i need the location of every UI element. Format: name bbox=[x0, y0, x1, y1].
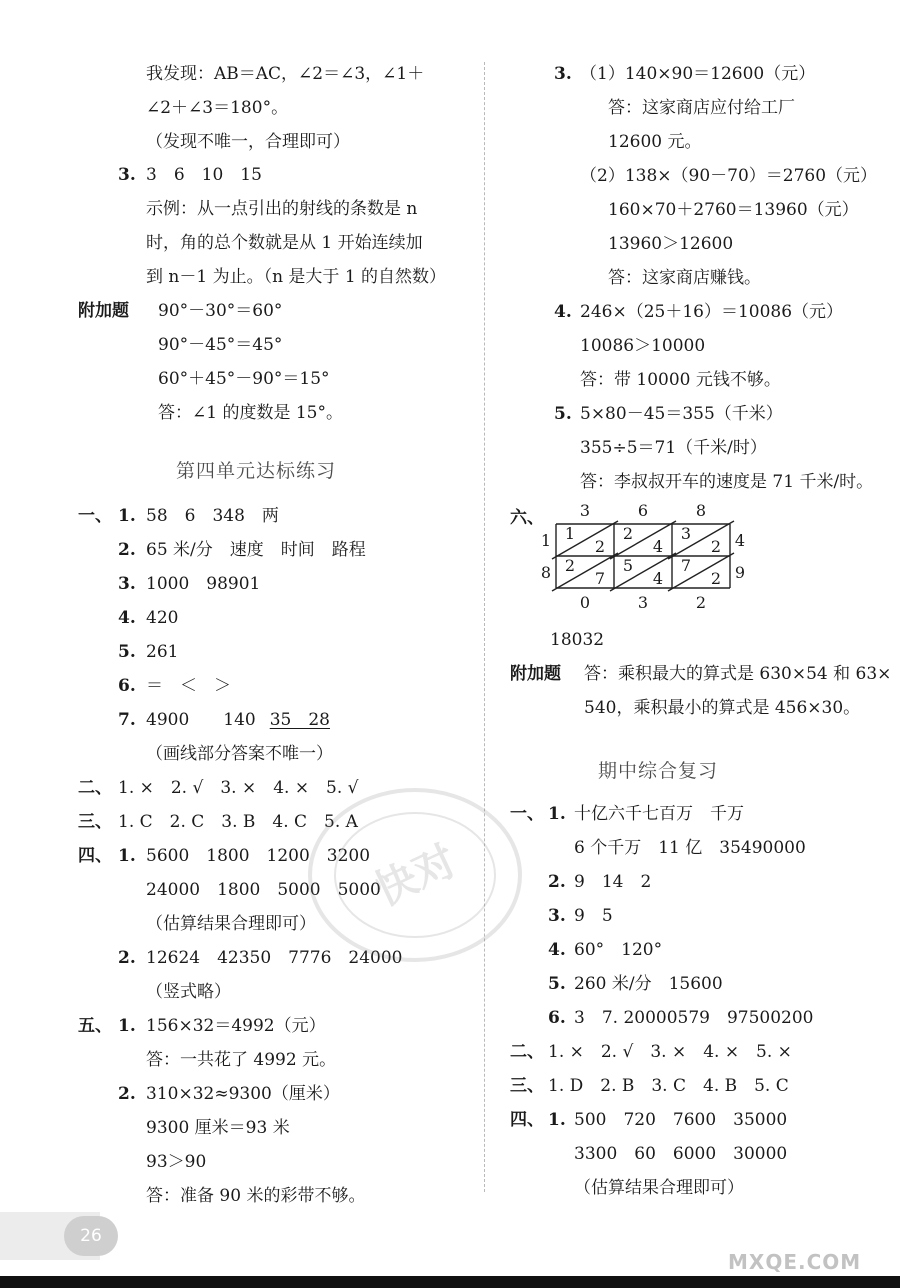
answer-line: 261 bbox=[146, 642, 179, 662]
answer-line: 答：∠1 的度数是 15°。 bbox=[158, 403, 343, 423]
grid-left-digit: 1 bbox=[540, 531, 552, 550]
grid-cell-ones: 4 bbox=[652, 537, 664, 556]
question-number: 3. bbox=[118, 165, 136, 185]
answer-line: 12600 元。 bbox=[608, 132, 702, 152]
grid-cell-tens: 2 bbox=[564, 556, 576, 575]
extra-question-label: 附加题 bbox=[510, 664, 561, 684]
section-label: 三、 bbox=[510, 1076, 544, 1096]
grid-line bbox=[552, 553, 618, 591]
section-title: 第四单元达标练习 bbox=[176, 460, 337, 482]
grid-bottom-digit: 0 bbox=[579, 593, 591, 610]
answer-line: 58 6 348 两 bbox=[146, 506, 279, 526]
answer-line: 93＞90 bbox=[146, 1152, 207, 1172]
answer-line: ∠2＋∠3＝180°。 bbox=[146, 98, 289, 118]
answer-text: 4900 140 bbox=[146, 710, 256, 730]
answer-line: 答：李叔叔开车的速度是 71 千米/时。 bbox=[580, 472, 874, 492]
watermark-url: MXQE.COM bbox=[728, 1250, 862, 1274]
answer-line: 答：这家商店应付给工厂 bbox=[608, 98, 795, 118]
bottom-bar bbox=[0, 1276, 900, 1288]
grid-top-digit: 3 bbox=[579, 501, 591, 520]
answer-line: 13960＞12600 bbox=[608, 234, 734, 254]
question-number: 4. bbox=[548, 940, 566, 960]
section-label: 四、 bbox=[78, 846, 112, 866]
grid-cell-tens: 7 bbox=[680, 556, 692, 575]
grid-cell-tens: 5 bbox=[622, 556, 634, 575]
answer-line: 18032 bbox=[550, 630, 605, 650]
answer-line: ＝ ＜ ＞ bbox=[146, 676, 231, 696]
grid-line bbox=[668, 553, 734, 591]
answer-line: 12624 42350 7776 24000 bbox=[146, 948, 403, 968]
section-label: 一、 bbox=[510, 804, 544, 824]
answer-line: 1000 98901 bbox=[146, 574, 261, 594]
question-number: 1. bbox=[548, 804, 566, 824]
section-label: 六、 bbox=[510, 508, 544, 528]
question-number: 1. bbox=[118, 1016, 136, 1036]
section-label: 四、 bbox=[510, 1110, 544, 1130]
question-number: 6. bbox=[118, 676, 136, 696]
extra-question-label: 附加题 bbox=[78, 301, 129, 321]
answer-line: 5×80－45＝355（千米） bbox=[580, 404, 783, 424]
question-number: 4. bbox=[554, 302, 572, 322]
grid-left-digit: 8 bbox=[540, 563, 552, 582]
answer-line: 420 bbox=[146, 608, 179, 628]
answer-note: （估算结果合理即可） bbox=[574, 1178, 744, 1198]
answer-line: 答：这家商店赚钱。 bbox=[608, 268, 761, 288]
answer-line: （发现不唯一，合理即可） bbox=[146, 132, 350, 152]
answer-line: 答：带 10000 元钱不够。 bbox=[580, 370, 781, 390]
answer-line: 1. × 2. √ 3. × 4. × 5. × bbox=[548, 1042, 792, 1062]
answer-line: 65 米/分 速度 时间 路程 bbox=[146, 540, 366, 560]
answer-note: （竖式略） bbox=[146, 982, 231, 1002]
watermark-stamp-text: 快对 bbox=[366, 835, 464, 916]
section-label: 三、 bbox=[78, 812, 112, 832]
answer-line: 5600 1800 1200 3200 bbox=[146, 846, 371, 866]
answer-line: 3300 60 6000 30000 bbox=[574, 1144, 788, 1164]
answer-line: 9 14 2 bbox=[574, 872, 652, 892]
question-number: 2. bbox=[118, 540, 136, 560]
answer-line: 答：乘积最大的算式是 630×54 和 63× bbox=[584, 664, 892, 684]
question-number: 2. bbox=[118, 1084, 136, 1104]
answer-line: 60° 120° bbox=[574, 940, 663, 960]
question-number: 4. bbox=[118, 608, 136, 628]
column-divider bbox=[484, 62, 485, 1192]
answer-line: 90°－30°＝60° bbox=[158, 301, 283, 321]
question-number: 2. bbox=[118, 948, 136, 968]
answer-note: （画线部分答案不唯一） bbox=[146, 744, 333, 764]
grid-cell-ones: 2 bbox=[594, 537, 606, 556]
question-number: 7. bbox=[118, 710, 136, 730]
question-number: 3. bbox=[118, 574, 136, 594]
answer-line: 246×（25＋16）＝10086（元） bbox=[580, 302, 844, 322]
answer-line: 答：一共花了 4992 元。 bbox=[146, 1050, 337, 1070]
grid-line bbox=[552, 521, 618, 559]
question-number: 5. bbox=[118, 642, 136, 662]
grid-bottom-digit: 3 bbox=[637, 593, 649, 610]
watermark-stamp bbox=[300, 780, 530, 970]
question-number: 6. bbox=[548, 1008, 566, 1028]
answer-line bbox=[146, 708, 330, 732]
answer-line: （2）138×（90－70）＝2760（元） bbox=[580, 166, 878, 186]
answer-line: 156×32＝4992（元） bbox=[146, 1016, 326, 1036]
grid-bottom-digit: 2 bbox=[695, 593, 707, 610]
lattice-multiplication-grid bbox=[536, 500, 766, 610]
answer-line: 答：准备 90 米的彩带不够。 bbox=[146, 1186, 366, 1206]
question-number: 2. bbox=[548, 872, 566, 892]
answer-line: 示例：从一点引出的射线的条数是 n bbox=[146, 199, 418, 219]
question-number: 5. bbox=[548, 974, 566, 994]
question-number: 3. bbox=[548, 906, 566, 926]
answer-line: 9 5 bbox=[574, 906, 613, 926]
question-number: 1. bbox=[118, 506, 136, 526]
grid-cell-tens: 3 bbox=[680, 524, 692, 543]
section-label: 二、 bbox=[78, 778, 112, 798]
answer-line: 540，乘积最小的算式是 456×30。 bbox=[584, 698, 861, 718]
question-number: 5. bbox=[554, 404, 572, 424]
answer-line: 时，角的总个数就是从 1 开始连续加 bbox=[146, 233, 423, 253]
question-number: 1. bbox=[548, 1110, 566, 1130]
answer-line: （1）140×90＝12600（元） bbox=[580, 64, 816, 84]
grid-cell-tens: 2 bbox=[622, 524, 634, 543]
answer-line: 90°－45°＝45° bbox=[158, 335, 283, 355]
grid-cell-ones: 2 bbox=[710, 569, 722, 588]
answer-line: 9300 厘米＝93 米 bbox=[146, 1118, 290, 1138]
page-number: 26 bbox=[64, 1216, 118, 1256]
section-title: 期中综合复习 bbox=[598, 760, 719, 782]
section-label: 二、 bbox=[510, 1042, 544, 1062]
underlined-answer: 35 28 bbox=[269, 710, 330, 730]
grid-top-digit: 6 bbox=[637, 501, 649, 520]
answer-line: 十亿六千七百万 千万 bbox=[574, 804, 744, 824]
answer-line: 到 n－1 为止。（n 是大于 1 的自然数） bbox=[146, 267, 447, 287]
grid-line bbox=[610, 521, 676, 559]
answer-line: 160×70＋2760＝13960（元） bbox=[608, 200, 859, 220]
grid-right-digit: 9 bbox=[734, 563, 746, 582]
answer-line: 355÷5＝71（千米/时） bbox=[580, 438, 767, 458]
question-number: 1. bbox=[118, 846, 136, 866]
grid-cell-tens: 1 bbox=[564, 524, 576, 543]
grid-right-digit: 4 bbox=[734, 531, 746, 550]
grid-line bbox=[668, 521, 734, 559]
grid-cell-ones: 2 bbox=[710, 537, 722, 556]
answer-note: （估算结果合理即可） bbox=[146, 914, 316, 934]
section-label: 五、 bbox=[78, 1016, 112, 1036]
answer-line: 3 7. 20000579 97500200 bbox=[574, 1008, 814, 1028]
grid-cell-ones: 4 bbox=[652, 569, 664, 588]
answer-line: 6 个千万 11 亿 35490000 bbox=[574, 838, 806, 858]
grid-cell-ones: 7 bbox=[594, 569, 606, 588]
answer-line: 260 米/分 15600 bbox=[574, 974, 723, 994]
answer-line: 60°＋45°－90°＝15° bbox=[158, 369, 330, 389]
answer-line: 1. × 2. √ 3. × 4. × 5. √ bbox=[118, 778, 359, 798]
answer-line: 3 6 10 15 bbox=[146, 165, 262, 185]
answer-line: 500 720 7600 35000 bbox=[574, 1110, 788, 1130]
grid-line bbox=[610, 553, 676, 591]
question-number: 3. bbox=[554, 64, 572, 84]
answer-line: 310×32≈9300（厘米） bbox=[146, 1084, 340, 1104]
grid-top-digit: 8 bbox=[695, 501, 707, 520]
answer-line: 我发现：AB＝AC，∠2＝∠3，∠1＋ bbox=[146, 64, 425, 84]
answer-line: 1. C 2. C 3. B 4. C 5. A bbox=[118, 812, 358, 832]
answer-line: 1. D 2. B 3. C 4. B 5. C bbox=[548, 1076, 789, 1096]
section-label: 一、 bbox=[78, 506, 112, 526]
answer-line: 24000 1800 5000 5000 bbox=[146, 880, 381, 900]
answer-line: 10086＞10000 bbox=[580, 336, 706, 356]
